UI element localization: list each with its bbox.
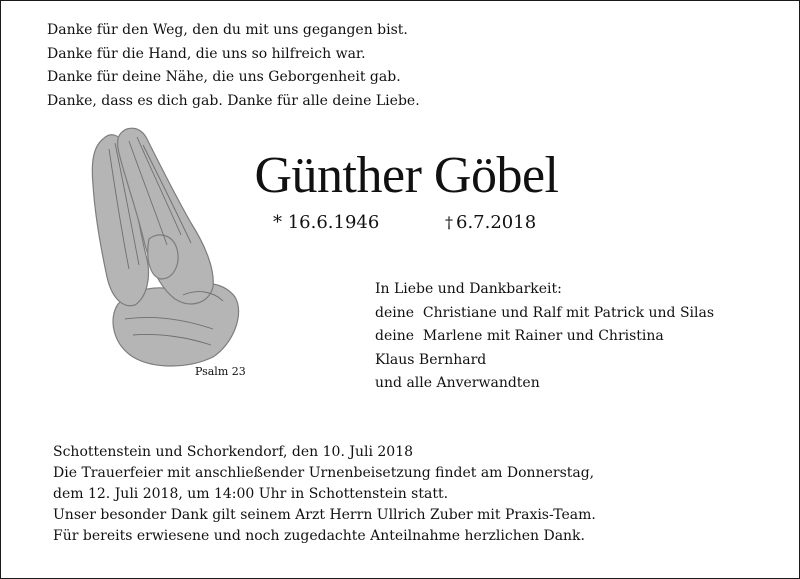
poem — [47, 19, 420, 113]
notice-line: Für bereits erwiesene und noch zugedachte Anteilnahme herzlichen Dank. — [53, 528, 585, 544]
mourners-line: deine Christiane und Ralf mit Patrick und Silas — [375, 304, 715, 321]
mourners-line: In Liebe und Dankbarkeit: — [375, 281, 562, 297]
death-date-group — [445, 212, 536, 233]
psalm-caption: Psalm 23 — [195, 365, 246, 378]
poem-line: Danke für den Weg, den du mit uns gegangen bist. — [47, 22, 408, 38]
notice-line: dem 12. Juli 2018, um 14:00 Uhr in Schottenstein statt. — [53, 486, 449, 502]
poem-line: Danke für die Hand, die uns so hilfreich war. — [47, 45, 366, 62]
mourners-line: deine Marlene mit Rainer und Christina — [375, 328, 664, 344]
mourners-line: und alle Anverwandten — [375, 375, 540, 391]
mourners-list — [375, 278, 714, 396]
poem-line: Danke, dass es dich gab. Danke für alle deine Liebe. — [47, 92, 420, 109]
deceased-name: Günther Göbel — [254, 147, 559, 204]
notice-line: Unser besonder Dank gilt seinem Arzt Herrn Ullrich Zuber mit Praxis-Team. — [53, 507, 596, 523]
death-date: 6.7.2018 — [456, 212, 537, 233]
notice-line: Die Trauerfeier mit anschließender Urnenbeisetzung findet am Donnerstag, — [53, 465, 595, 481]
birth-date: * 16.6.1946 — [273, 212, 380, 233]
cross-icon: † — [445, 213, 453, 232]
notice-line: Schottenstein und Schorkendorf, den 10. Juli 2018 — [53, 444, 414, 460]
funeral-notice — [53, 442, 596, 547]
poem-line: Danke für deine Nähe, die uns Geborgenheit gab. — [47, 69, 401, 85]
mourners-line: Klaus Bernhard — [375, 351, 487, 368]
